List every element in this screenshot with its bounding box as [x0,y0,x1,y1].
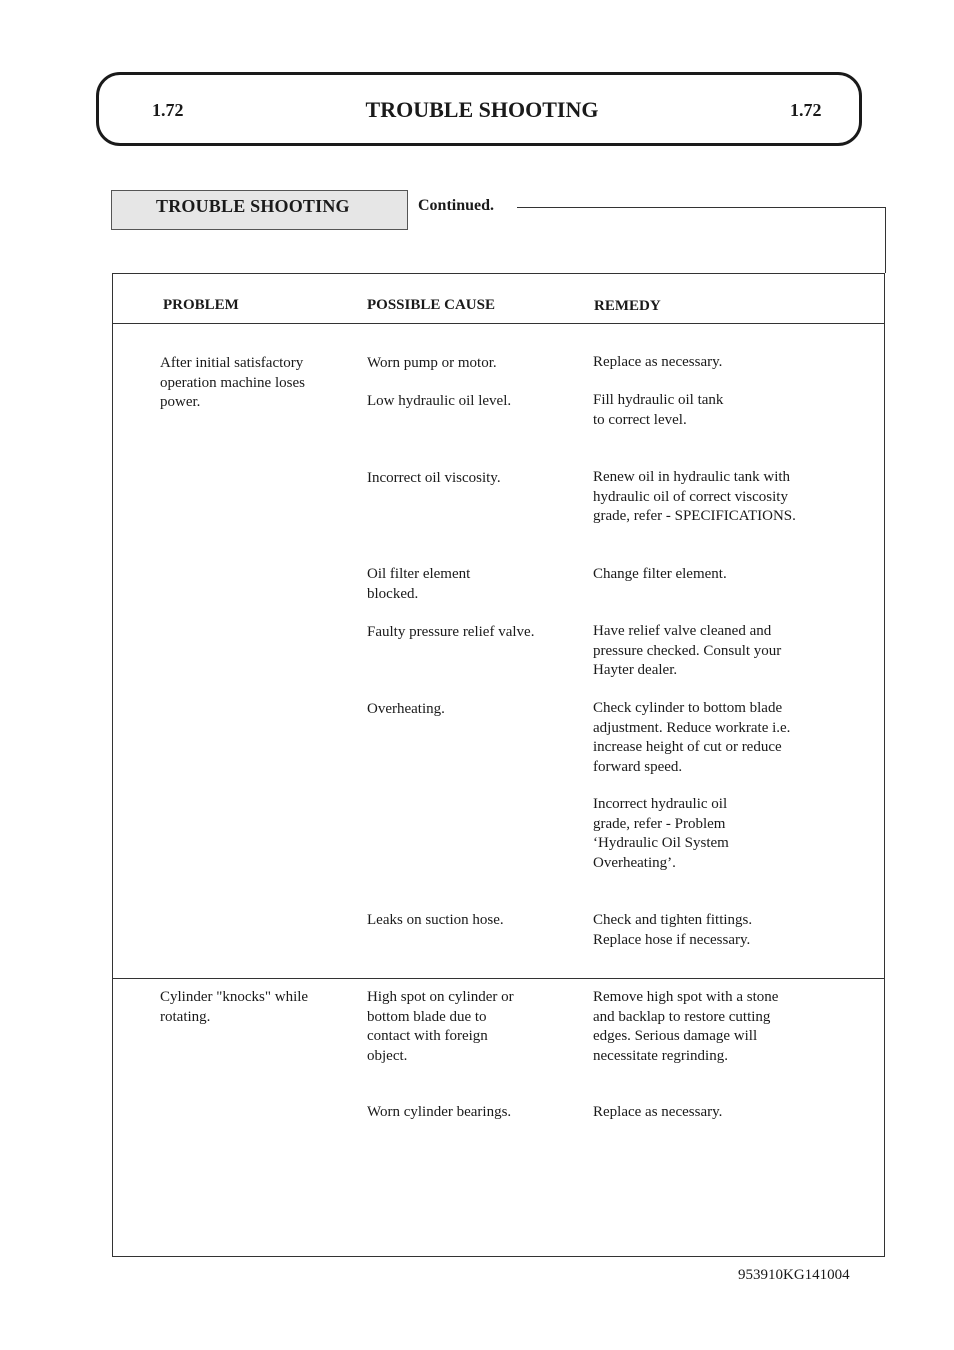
remedy-cell: Renew oil in hydraulic tank with hydraulic oil of correct viscosity grade, refer - SPECIFICATIONS. [593,469,796,524]
section-number-right: 1.72 [790,100,822,120]
column-header-cause: POSSIBLE CAUSE [367,297,495,313]
remedy-cell: Change filter element. [593,566,727,582]
cause-cell: Worn pump or motor. [367,355,497,371]
cause-cell: Leaks on suction hose. [367,912,504,928]
problem-cell: After initial satisfactory operation machine loses power. [160,355,305,410]
cause-cell: Incorrect oil viscosity. [367,470,501,486]
column-header-problem: PROBLEM [163,297,239,313]
remedy-cell: Fill hydraulic oil tank to correct level. [593,392,724,428]
continued-rule [517,207,886,208]
table-header-divider [112,323,885,324]
section-label: TROUBLE SHOOTING [156,196,350,216]
cause-cell: Worn cylinder bearings. [367,1104,512,1120]
table-row-divider [112,978,885,979]
column-header-remedy: REMEDY [594,298,661,314]
remedy-cell: Check cylinder to bottom blade adjustment. Reduce workrate i.e. increase height of cut or reduce forward speed. [593,700,791,775]
cause-cell: Oil filter element blocked. [367,566,471,602]
remedy-cell: Replace as necessary. [593,1104,723,1120]
problem-cell: Cylinder "knocks" while rotating. [160,989,309,1025]
cause-cell: Low hydraulic oil level. [367,393,512,409]
remedy-cell: Check and tighten fittings. Replace hose if necessary. [593,912,753,948]
remedy-cell: Incorrect hydraulic oil grade, refer - Problem ‘Hydraulic Oil System Overheating’. [593,796,729,871]
remedy-cell: Have relief valve cleaned and pressure checked. Consult your Hayter dealer. [593,623,782,678]
cause-cell: Overheating. [367,701,445,717]
page-title: TROUBLE SHOOTING [365,97,599,122]
remedy-cell: Remove high spot with a stone and backlap to restore cutting edges. Serious damage will necessitate regrinding. [593,989,779,1064]
cause-cell: High spot on cylinder or bottom blade due to contact with foreign object. [367,989,514,1064]
remedy-cell: Replace as necessary. [593,354,723,370]
document-code: 953910KG141004 [738,1267,850,1283]
cause-cell: Faulty pressure relief valve. [367,624,535,640]
continued-label: Continued. [418,197,495,214]
continued-rule-vertical [885,207,886,273]
section-number-left: 1.72 [152,100,184,120]
